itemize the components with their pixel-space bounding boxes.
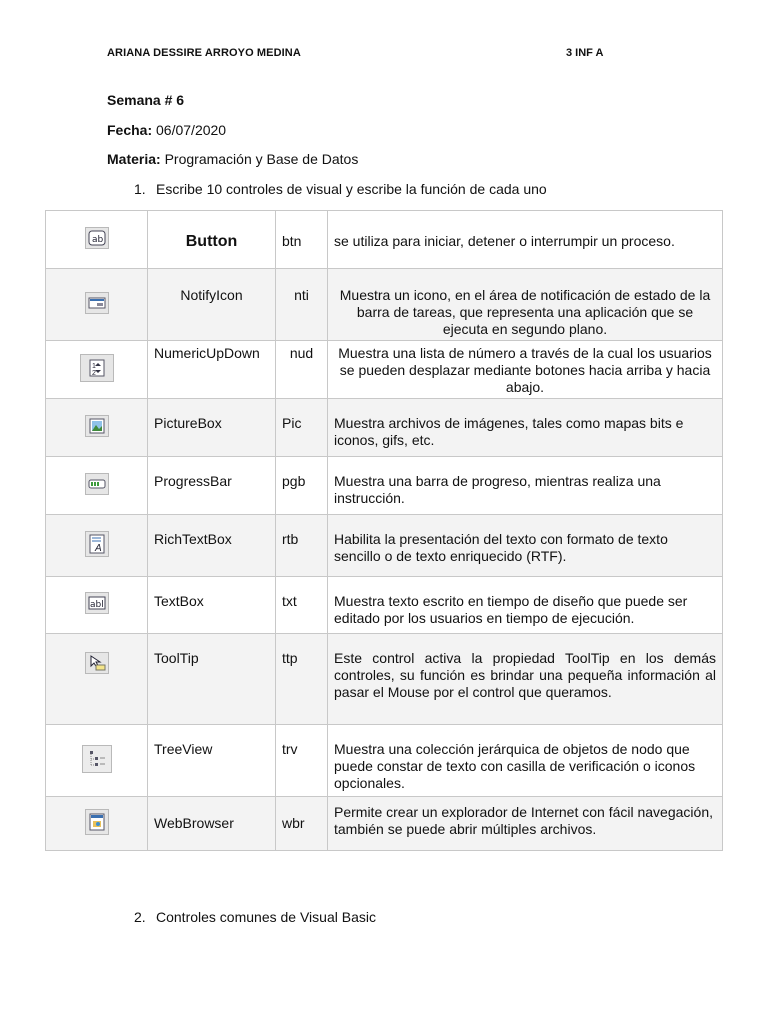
table-row: [46, 797, 723, 851]
control-name: NumericUpDown: [148, 341, 276, 399]
control-desc: Este control activa la propiedad ToolTip en los demás controles, su función es brindar una pequeña información al pasar el Mouse por el control que queramos.: [328, 634, 723, 725]
table-row: [46, 341, 723, 399]
control-desc: Muestra una barra de progreso, mientras realiza una instrucción.: [328, 457, 723, 515]
icon-cell: [46, 399, 148, 457]
control-desc: Muestra una colección jerárquica de objetos de nodo que puede constar de texto con casilla de verificación o iconos opcionales.: [328, 725, 723, 797]
table-row: [46, 457, 723, 515]
textbox-icon: [85, 592, 109, 614]
table-row: [46, 515, 723, 577]
svg-text:A: A: [94, 542, 102, 554]
control-desc: Muestra una lista de número a través de la cual los usuarios se pueden desplazar mediante botones hacia arriba y hacia abajo.: [328, 341, 723, 399]
date-line: [107, 122, 226, 138]
control-abbr: nud: [276, 341, 328, 399]
student-name: ARIANA DESSIRE ARROYO MEDINA: [107, 47, 301, 59]
icon-cell: [46, 211, 148, 269]
control-abbr: btn: [276, 211, 328, 269]
table-row: [46, 577, 723, 634]
richtextbox-icon: [85, 531, 109, 557]
control-desc: Muestra texto escrito en tiempo de diseño que puede ser editado por los usuarios en tiempo de ejecución.: [328, 577, 723, 634]
table-row: [46, 725, 723, 797]
question-1: [134, 181, 547, 197]
subject-line: [107, 151, 358, 167]
control-abbr: ttp: [276, 634, 328, 725]
controls-table: [45, 210, 723, 851]
control-desc: Permite crear un explorador de Internet con fácil navegación, también se puede abrir múltiples archivos.: [328, 797, 723, 851]
svg-text:abl: abl: [89, 600, 104, 610]
control-name: PictureBox: [148, 399, 276, 457]
icon-cell: [46, 725, 148, 797]
table-row: [46, 399, 723, 457]
icon-cell: [46, 515, 148, 577]
subject-label: Materia:: [107, 151, 161, 167]
webbrowser-icon: [85, 809, 109, 835]
question-2-text: Controles comunes de Visual Basic: [156, 909, 376, 925]
control-abbr: rtb: [276, 515, 328, 577]
table-row: [46, 269, 723, 341]
control-abbr: trv: [276, 725, 328, 797]
icon-cell: [46, 797, 148, 851]
treeview-icon: [82, 745, 112, 773]
svg-text:2: 2: [91, 369, 96, 377]
icon-cell: [46, 457, 148, 515]
button-icon: [85, 227, 109, 249]
svg-text:ab: ab: [91, 234, 103, 245]
control-desc: Muestra archivos de imágenes, tales como mapas bits e iconos, gifs, etc.: [328, 399, 723, 457]
control-abbr: pgb: [276, 457, 328, 515]
tooltip-icon: [85, 652, 109, 674]
control-desc: Muestra un icono, en el área de notificación de estado de la barra de tareas, que representa una aplicación que se ejecuta en segundo plano.: [328, 269, 723, 341]
date-label: Fecha:: [107, 122, 153, 138]
svg-text:1: 1: [91, 362, 96, 370]
control-abbr: Pic: [276, 399, 328, 457]
control-abbr: txt: [276, 577, 328, 634]
control-name: Button: [148, 211, 276, 269]
notifyicon-icon: [85, 292, 109, 314]
icon-cell: [46, 341, 148, 399]
date-value: 06/07/2020: [156, 122, 227, 138]
control-desc: Habilita la presentación del texto con formato de texto sencillo o de texto enriquecido (RTF).: [328, 515, 723, 577]
control-name: RichTextBox: [148, 515, 276, 577]
control-name: WebBrowser: [148, 797, 276, 851]
subject-value: Programación y Base de Datos: [164, 151, 359, 167]
progressbar-icon: [85, 473, 109, 495]
control-name: NotifyIcon: [148, 269, 276, 341]
control-name: TextBox: [148, 577, 276, 634]
control-name: TreeView: [148, 725, 276, 797]
picturebox-icon: [85, 415, 109, 437]
class-group: 3 INF A: [566, 47, 604, 59]
control-name: ProgressBar: [148, 457, 276, 515]
numericupdown-icon: [80, 354, 114, 382]
control-name: ToolTip: [148, 634, 276, 725]
icon-cell: [46, 577, 148, 634]
icon-cell: [46, 269, 148, 341]
question-2-number: 2.: [134, 909, 146, 925]
week-heading: Semana # 6: [107, 92, 185, 108]
question-2: [134, 909, 376, 925]
table-row: [46, 211, 723, 269]
question-1-text: Escribe 10 controles de visual y escribe la función de cada uno: [156, 181, 547, 197]
control-abbr: wbr: [276, 797, 328, 851]
control-abbr: nti: [276, 269, 328, 341]
control-desc: se utiliza para iniciar, detener o interrumpir un proceso.: [328, 211, 723, 269]
question-1-number: 1.: [134, 181, 146, 197]
icon-cell: [46, 634, 148, 725]
table-row: [46, 634, 723, 725]
